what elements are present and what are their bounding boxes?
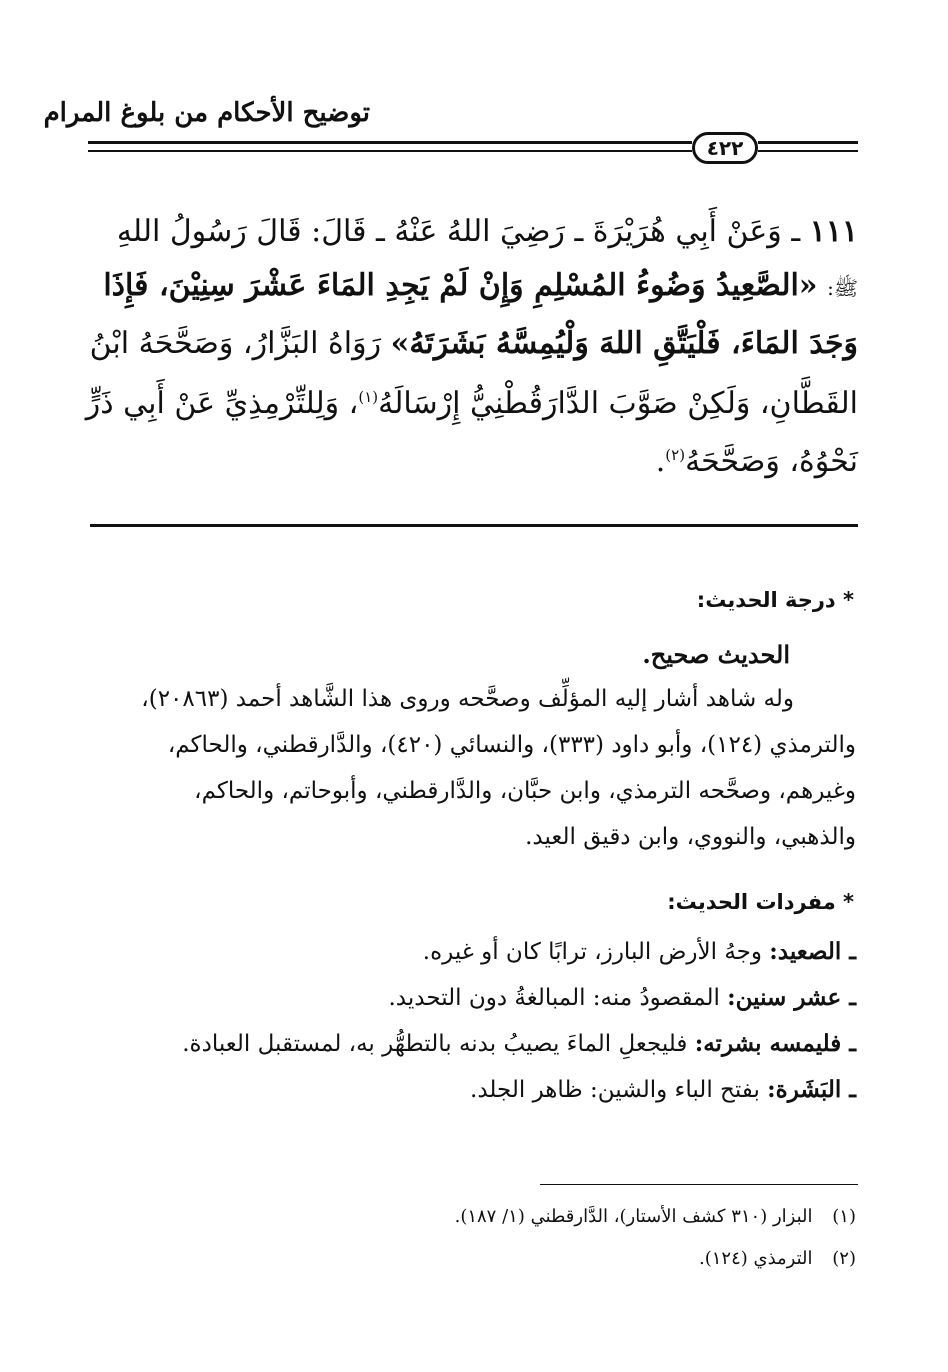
header-rule-right-bottom (758, 150, 858, 152)
vocab-term: ـ فليمسه بشرته: (694, 1030, 856, 1057)
hadith-text-2: «الصَّعِيدُ وَضُوءُ المُسْلِمِ وَإِنْ لَمْ يَجِدِ المَاءَ عَشْرَ سِنِيْنَ، فَإِذَا (103, 268, 818, 303)
header-rule-bottom (88, 150, 692, 152)
grade-line-1: وله شاهد أشار إليه المؤلِّف وصحَّحه وروى هذا الشَّاهد أحمد (٢٠٨٦٣)، (141, 686, 794, 712)
footnote-text: البزار (٣١٠ كشف الأستار)، الدَّارقطني (١/ ١٨٧). (454, 1206, 813, 1227)
vocab-definition: بفتح الباء والشين: ظاهر الجلد. (470, 1077, 760, 1103)
footnote-ref-2: (٢) (665, 446, 686, 464)
hadith-text-3-bold: وَجَدَ المَاءَ، فَلْيَتَّقِ اللهَ وَلْيُمِسَّهُ بَشَرَتَهُ» (390, 326, 858, 361)
vocab-definition: وجهُ الأرض البارز، ترابًا كان أو غيره. (422, 939, 762, 965)
vocab-item (423, 938, 856, 965)
vocab-definition: فليجعلِ الماءَ يصيبُ بدنه بالتطهُّر به، لمستقبل العبادة. (182, 1031, 688, 1057)
footnote-rule (540, 1184, 858, 1185)
hadith-line-3 (88, 324, 858, 364)
hadith-number-dash: ـ (791, 214, 801, 249)
footnote-marker: (٢) (832, 1248, 856, 1269)
page-number: ٤٢٢ (692, 132, 758, 164)
hadith-text-5a: نَحْوُهُ، وَصَحَّحَهُ (685, 444, 858, 479)
hadith-line-5 (88, 442, 858, 482)
vocab-item (182, 1030, 856, 1057)
hadith-text-1: وَعَنْ أَبِي هُرَيْرَةَ ـ رَضِيَ اللهُ عَنْهُ ـ قَالَ: قَالَ رَسُولُ اللهِ (116, 214, 782, 249)
footnote-2 (699, 1248, 856, 1269)
vocab-term: ـ البَشَرة: (767, 1076, 856, 1103)
grade-line-4: والذهبي، والنووي، وابن دقيق العيد. (525, 824, 856, 850)
section-divider (90, 524, 858, 527)
footnote-ref-1: (١) (358, 388, 379, 406)
hadith-line-1 (88, 212, 858, 252)
hadith-line-4 (85, 384, 858, 424)
footnote-marker: (١) (832, 1206, 856, 1227)
vocab-definition: المقصودُ منه: المبالغةُ دون التحديد. (388, 985, 720, 1011)
hadith-text-4b: ، وَلِلتِّرْمِذِيِّ عَنْ أَبِي ذَرٍّ (85, 386, 359, 421)
footnote-text: الترمذي (١٢٤). (698, 1248, 813, 1269)
header-rule-top (88, 141, 692, 144)
vocab-term: ـ الصعيد: (769, 938, 856, 965)
grade-heading: * درجة الحديث: (696, 588, 854, 612)
hadith-number: ١١١ (809, 214, 858, 249)
honorific: ﷺ: (827, 276, 858, 300)
vocab-heading: * مفردات الحديث: (667, 890, 854, 914)
grade-verdict (642, 640, 790, 669)
vocab-item (470, 1076, 856, 1103)
running-title: توضيح الأحكام من بلوغ المرام (43, 98, 370, 128)
grade-line-2: والترمذي (١٢٤)، وأبو داود (٣٣٣)، والنسائي (٤٢٠)، والدَّارقطني، والحاكم، (167, 732, 856, 758)
hadith-text-3: رَوَاهُ البَزَّارُ، وَصَحَّحَهُ ابْنُ (89, 326, 382, 361)
header-rule-right-top (758, 141, 858, 144)
hadith-text-5b: . (655, 444, 666, 479)
grade-verdict-text: الحديث صحيح. (642, 640, 790, 669)
hadith-text-4a: القَطَّانِ، وَلَكِنْ صَوَّبَ الدَّارَقُطْنِيُّ إِرْسَالَهُ (378, 386, 858, 421)
hadith-line-2 (88, 266, 858, 308)
grade-line-3: وغيرهم، وصحَّحه الترمذي، وابن حبَّان، والدَّارقطني، وأبوحاتم، والحاكم، (194, 778, 856, 804)
vocab-item (389, 984, 857, 1011)
footnote-1 (455, 1206, 856, 1227)
vocab-term: ـ عشر سنين: (727, 984, 856, 1011)
